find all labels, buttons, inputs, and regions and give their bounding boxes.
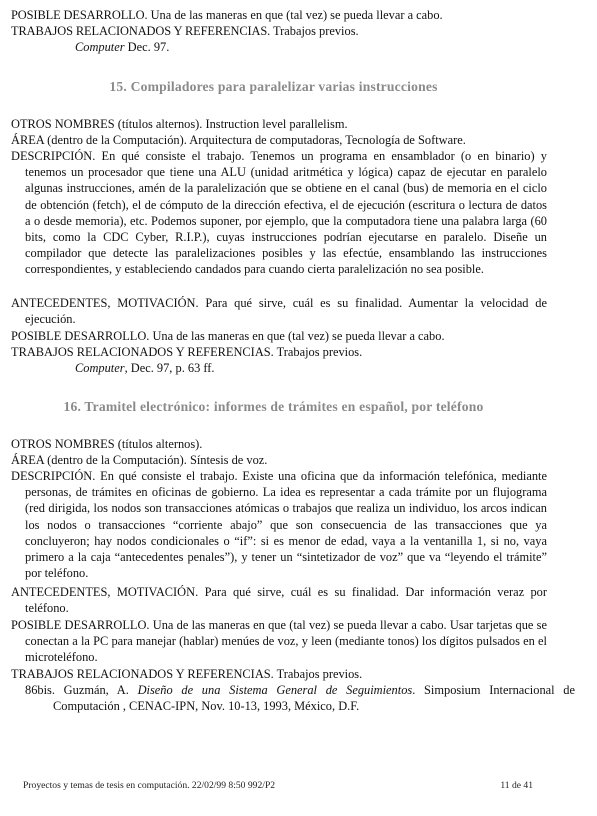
section-16-heading: 16. Tramitel electrónico: informes de trámites en español, por teléfono (63, 399, 484, 414)
s15-trabajos-relacionados: TRABAJOS RELACIONADOS Y REFERENCIAS. Trabajos previos. (11, 345, 363, 359)
s15-antecedentes: ANTECEDENTES, MOTIVACIÓN. Para qué sirve, cuál es su finalidad. Aumentar la velocidad de ejecución. (11, 296, 547, 327)
s15-otros-nombres: OTROS NOMBRES (títulos alternos). Instruction level parallelism. (11, 117, 348, 131)
s16-bibliography-entry: 86bis. Guzmán, A. Diseño de una Sistema General de Seguimientos. Simposium Internacional de Computación , CENAC-IPN, Nov. 10-13, 1993, México, D.F. (25, 683, 576, 714)
s16-otros-nombres: OTROS NOMBRES (títulos alternos). (11, 437, 203, 451)
s16-posible-desarrollo: POSIBLE DESARROLLO. Una de las maneras en que (tal vez) se pueda llevar a cabo. Usar tarjetas que se conectan a la PC para manejar (hablar) menúes de voz, y leen (mediante tonos) los dígitos pulsados en el microteléfono. (11, 618, 547, 665)
top-reference: Computer Dec. 97. (75, 40, 170, 54)
s15-reference: Computer, Dec. 97, p. 63 ff. (75, 361, 215, 375)
section-15-heading: 15. Compiladores para paralelizar varias instrucciones (109, 79, 438, 94)
s15-posible-desarrollo: POSIBLE DESARROLLO. Una de las maneras en que (tal vez) se pueda llevar a cabo. (11, 329, 445, 343)
top-trabajos-relacionados: TRABAJOS RELACIONADOS Y REFERENCIAS. Trabajos previos. (11, 24, 359, 38)
s15-area: ÁREA (dentro de la Computación). Arquitectura de computadoras, Tecnología de Software. (11, 133, 466, 147)
s16-trabajos-relacionados: TRABAJOS RELACIONADOS Y REFERENCIAS. Trabajos previos. (11, 667, 363, 681)
footer-page-number: 11 de 41 (500, 780, 533, 791)
footer-document-info: Proyectos y temas de tesis en computación. 22/02/99 8:50 992/P2 (23, 780, 276, 791)
s16-antecedentes: ANTECEDENTES, MOTIVACIÓN. Para qué sirve, cuál es su finalidad. Dar información veraz por teléfono. (11, 585, 547, 616)
page-footer (23, 780, 533, 791)
s15-descripcion: DESCRIPCIÓN. En qué consiste el trabajo. Tenemos un programa en ensamblador (o en binario) y tenemos un procesador que tiene una ALU (unidad aritmética y lógica) capaz de ejecutar en paralelo algunas instrucciones, amén de la paralelización que se obtiene en el canal (bus) de memoria en el ciclo de obtención (fetch), el de cómputo de la dirección efectiva, el de ejecución (escritura o lectura de datos a o desde memoria), etc. Podemos suponer, por ejemplo, que la computadora tiene una palabra larga (60 bits, como la CDC Cyber, R.I.P.), cuyas instrucciones podrían ejecutarse en paralelo. Diseñe un compilador que detecte las paralelizaciones posibles y las efectúe, ensamblando las instrucciones correspondientes, y estableciendo candados para cuando cierta paralelización no sea posible. (11, 149, 547, 277)
s16-descripcion: DESCRIPCIÓN. En qué consiste el trabajo. Existe una oficina que da información telefónica, mediante personas, de trámites en oficinas de gobierno. La idea es representar a cada trámite por un flujograma (red dirigida, los nodos son transacciones atómicas o trabajos que realiza un individuo, los arcos indican los nodos o transacciones “corriente abajo” que son consecuencia de las transacciones que ya concluyeron; hay nodos condicionales o “if”: si es menor de edad, vaya a la ventanilla 1, si no, vaya primero a la caja “antecedentes penales”), y tener un “sintetizador de voz” que va “leyendo el trámite” por teléfono. (11, 469, 547, 581)
s16-area: ÁREA (dentro de la Computación). Síntesis de voz. (11, 453, 268, 467)
top-posible-desarrollo: POSIBLE DESARROLLO. Una de las maneras en que (tal vez) se pueda llevar a cabo. (11, 8, 443, 22)
